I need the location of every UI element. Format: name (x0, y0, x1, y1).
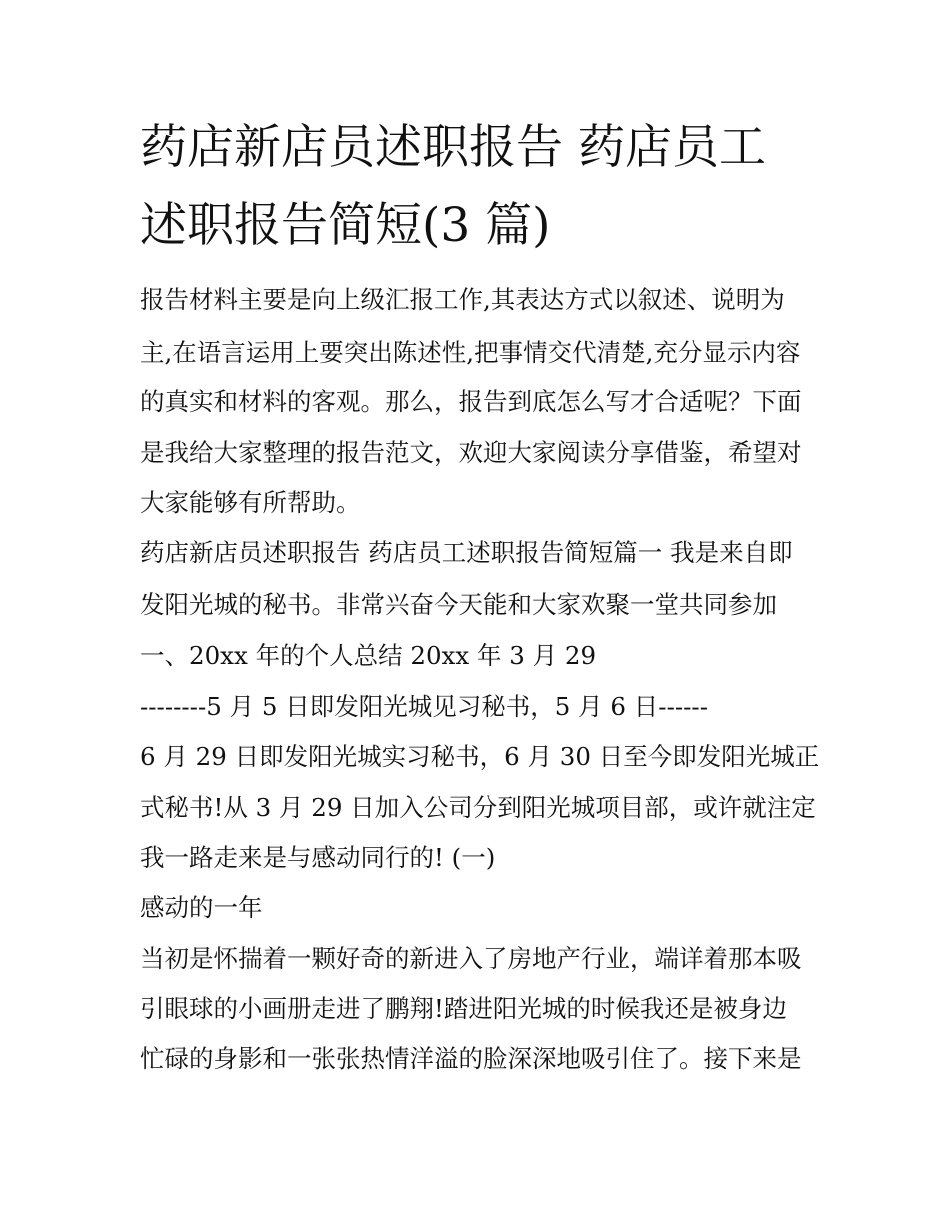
body-text-line: 忙碌的身影和一张张热情洋溢的脸深深地吸引住了。接下来是 (140, 1044, 802, 1073)
body-text-line: 主,在语言运用上要突出陈述性,把事情交代清楚,充分显示内容 (140, 338, 801, 367)
document-title-line-1: 药店新店员述职报告 药店员工 (140, 120, 766, 175)
body-text-line: 我一路走来是与感动同行的! (一) (140, 843, 496, 872)
body-text-line: 药店新店员述职报告 药店员工述职报告简短篇一 我是来自即 (140, 538, 793, 567)
body-text-line: 6 月 29 日即发阳光城实习秘书，6 月 30 日至今即发阳光城正 (140, 742, 820, 771)
body-text-line: 发阳光城的秘书。非常兴奋今天能和大家欢聚一堂共同参加 (140, 590, 777, 619)
body-text-line: 式秘书!从 3 月 29 日加入公司分到阳光城项目部，或许就注定 (140, 793, 816, 822)
body-text-line: 的真实和材料的客观。那么，报告到底怎么写才合适呢？下面 (140, 387, 802, 416)
body-text-line: 是我给大家整理的报告范文，欢迎大家阅读分享借鉴，希望对 (140, 438, 802, 467)
body-text-line: 报告材料主要是向上级汇报工作,其表达方式以叙述、说明为 (140, 285, 785, 314)
body-text-line: 感动的一年 (140, 893, 263, 922)
body-text-line: 一、20xx 年的个人总结 20xx 年 3 月 29 (140, 641, 597, 670)
body-text-line: 引眼球的小画册走进了鹏翔!踏进阳光城的时候我还是被身边 (140, 994, 787, 1023)
body-text-line: 大家能够有所帮助。 (140, 488, 361, 517)
body-text-line: --------5 月 5 日即发阳光城见习秘书，5 月 6 日------ (140, 692, 708, 721)
body-text-line: 当初是怀揣着一颗好奇的新进入了房地产行业，端详着那本吸 (140, 944, 802, 973)
document-title-line-2: 述职报告简短(3 篇) (140, 198, 551, 253)
